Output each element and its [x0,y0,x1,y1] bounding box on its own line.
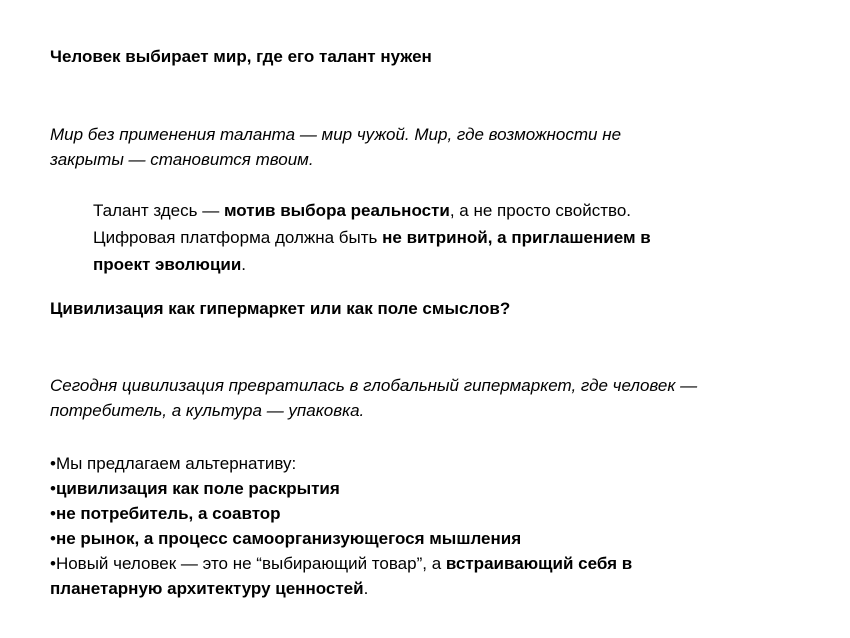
bullet-list [50,451,810,601]
bullet-text: цивилизация как поле раскрытия [55,479,340,498]
bullet-text: не рынок, а процесс самоорганизующегося мышления [55,529,522,548]
bullet-bold: встраивающий себя в [445,554,633,573]
bullet-marker: • [50,529,56,548]
p2-bold: не витриной, а приглашением в [382,228,651,247]
bullet-item [50,476,810,501]
p2-bold-cont: проект эволюции [93,255,242,274]
section2-heading: Цивилизация как гипермаркет или как поле смыслов? [50,299,511,318]
bullet-marker: • [50,504,56,523]
p2-period: . [241,255,247,274]
section1-lead-line2: закрыты — становится твоим. [50,150,314,169]
bullet-marker: • [50,454,56,473]
bullet-item [50,501,810,526]
bullet-bold-cont: планетарную архитектуру ценностей [50,579,364,598]
bullet-item [50,451,810,476]
section1-lead [50,122,810,172]
bullet-text: не потребитель, а соавтор [55,504,281,523]
p1-bold: мотив выбора реальности [223,201,450,220]
section1-lead-line1: Мир без применения таланта — мир чужой. Мир, где возможности не [50,125,622,144]
bullet-marker: • [50,479,56,498]
p1-tail: , а не просто свойство. [449,201,632,220]
section1-heading: Человек выбирает мир, где его талант нужен [50,47,432,66]
p2-text: Цифровая платформа должна быть [93,228,383,247]
bullet-period: . [363,579,369,598]
bullet-item [50,551,810,601]
bullet-text: Мы предлагаем альтернативу: [55,454,297,473]
bullet-text: Новый человек — это не “выбирающий товар”, а [55,554,446,573]
bullet-item [50,526,810,551]
bullet-marker: • [50,554,56,573]
section1-paragraph [93,197,773,278]
section2-lead-line1: Сегодня цивилизация превратилась в глобальный гипермаркет, где человек — [50,376,698,395]
section2-lead [50,373,810,423]
section2-lead-line2: потребитель, а культура — упаковка. [50,401,365,420]
p1-text: Талант здесь — [93,201,224,220]
